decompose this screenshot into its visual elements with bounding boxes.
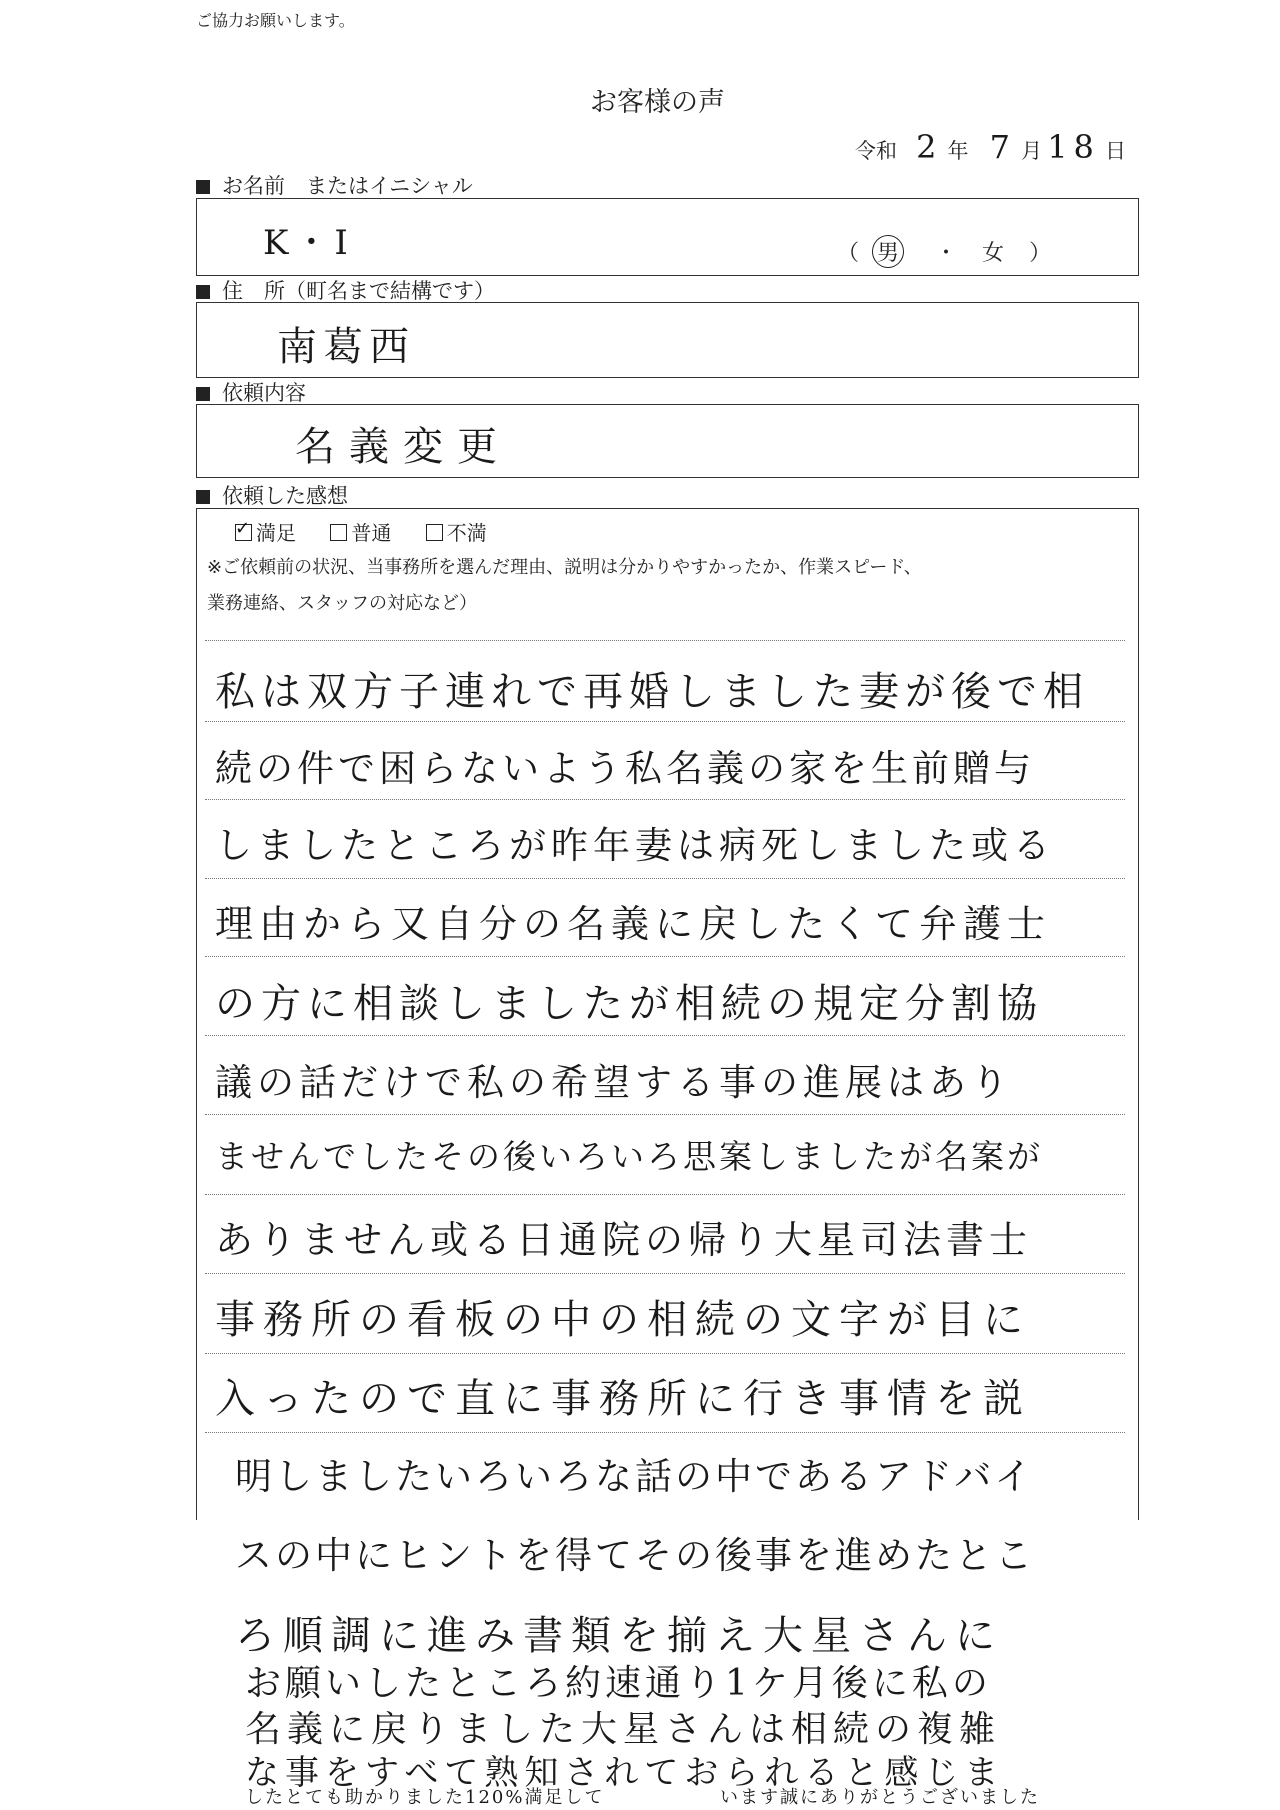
guide-line (205, 1353, 1125, 1354)
date-year-unit: 年 (947, 139, 969, 163)
comment-line: 理由から又自分の名義に戻したくて弁護士 (215, 902, 1052, 946)
address-label: 住 所（町名まで結構です） (222, 279, 495, 303)
option-normal[interactable]: 普通 (330, 521, 391, 545)
gender-selector[interactable] (837, 235, 1051, 268)
guide-line (205, 721, 1125, 722)
date-day: 18 (1047, 128, 1100, 166)
option-unsatisfied[interactable]: 不満 (426, 521, 487, 545)
gender-separator: ・ (935, 241, 958, 266)
guide-line (205, 1194, 1125, 1195)
comment-line: 入ったので直に事務所に行き事情を説 (215, 1376, 1031, 1422)
comment-line: 事務所の看板の中の相続の文字が目に (215, 1297, 1031, 1343)
gender-close-paren: ） (1029, 241, 1052, 266)
checkbox-icon[interactable] (330, 524, 347, 541)
comment-line: ませんでしたその後いろいろ思案しましたが名案が (215, 1137, 1043, 1176)
bullet-square-icon (196, 387, 210, 401)
request-field[interactable] (196, 404, 1139, 478)
guide-line (205, 1035, 1125, 1036)
name-value: K・I (263, 223, 354, 263)
comment-line: います誠にありがとうございました (720, 1787, 1040, 1808)
comment-line: ありません或る日通院の帰り大星司法書士 (215, 1218, 1033, 1262)
guide-line (205, 878, 1125, 879)
gender-male-option[interactable]: 男 (872, 235, 904, 268)
bullet-square-icon (196, 285, 210, 299)
request-label: 依頼内容 (222, 381, 306, 405)
guide-line (205, 1114, 1125, 1115)
comment-line: 議の話だけで私の希望する事の進展はあり (215, 1061, 1013, 1104)
name-label-row (196, 170, 473, 200)
satisfaction-options (235, 517, 487, 546)
date-day-unit: 日 (1105, 139, 1126, 163)
date-year: 2 (916, 128, 943, 166)
comment-line: の方に相談しましたが相続の規定分割協 (215, 981, 1043, 1027)
comment-line: 続の件で困らないよう私名義の家を生前贈与 (215, 747, 1035, 790)
option-satisfied[interactable]: ✓満足 (235, 521, 296, 545)
guide-line (205, 640, 1125, 641)
checkbox-checked-icon[interactable] (235, 524, 252, 541)
gender-female-option[interactable]: 女 (982, 241, 1005, 266)
bullet-square-icon (196, 490, 210, 504)
comment-line: しましたところが昨年妻は病死しました或る (215, 824, 1055, 867)
comment-line: 明しましたいろいろな話の中であるアドバイ (235, 1455, 1035, 1498)
comment-line: スの中にヒントを得てその後事を進めたとこ (235, 1534, 1035, 1577)
address-label-row (196, 275, 495, 305)
comment-line: したとても助かりました120%満足して (245, 1787, 605, 1808)
gender-open-paren: （ (837, 241, 860, 266)
guide-line (205, 1432, 1125, 1433)
impression-note-line-1: ※ご依頼前の状況、当事務所を選んだ理由、説明は分かりやすかったか、作業スピード、 (207, 557, 922, 578)
guide-line (205, 1273, 1125, 1274)
guide-line (205, 956, 1125, 957)
name-label: お名前 またはイニシャル (222, 174, 473, 198)
comment-line: ろ順調に進み書類を揃え大星さんに (235, 1613, 1003, 1659)
comment-line: 私は双方子連れで再婚しました妻が後で相 (215, 669, 1089, 715)
comment-line: な事をすべて熟知されておられると感じま (245, 1753, 1005, 1793)
address-value: 南葛西 (277, 324, 415, 370)
date-month: 7 (989, 128, 1016, 166)
impression-label: 依頼した感想 (222, 484, 348, 508)
request-label-row (196, 377, 306, 407)
date-line (855, 128, 1126, 166)
page-title: お客様の声 (590, 87, 725, 118)
name-field[interactable] (196, 198, 1139, 276)
request-value: 名義変更 (295, 424, 511, 470)
guide-line (205, 799, 1125, 800)
impression-note-line-2: 業務連絡、スタッフの対応など） (207, 593, 477, 614)
comment-line: お願いしたところ約速通り1ケ月後に私の (245, 1663, 992, 1704)
date-era: 令和 (855, 139, 897, 163)
address-field[interactable] (196, 302, 1139, 378)
checkbox-icon[interactable] (426, 524, 443, 541)
comment-line: 名義に戻りました大星さんは相続の複雑 (245, 1709, 1002, 1750)
top-note: ご協力お願いします。 (196, 11, 355, 30)
impression-label-row (196, 480, 348, 510)
date-month-unit: 月 (1021, 139, 1043, 163)
bullet-square-icon (196, 180, 210, 194)
